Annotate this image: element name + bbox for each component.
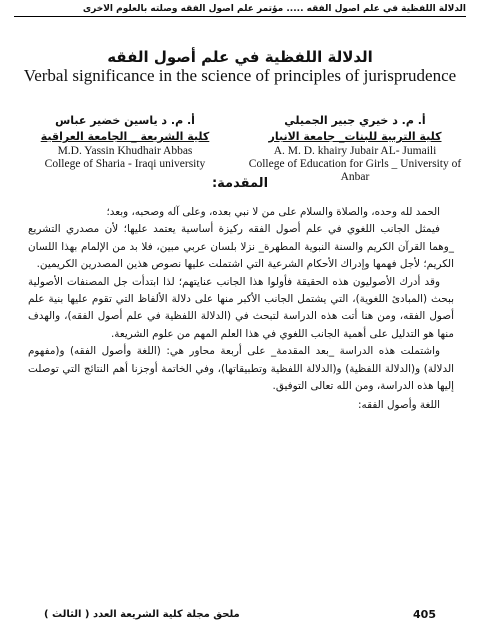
- page-number: 405: [413, 608, 436, 621]
- paragraph: الحمد لله وحده، والصلاة والسلام على من لا نبي بعده، وعلى آله وصحبه، وبعد؛: [106, 206, 440, 218]
- author-name-arabic: أ. م. د ياسين خضير عباس: [55, 114, 195, 127]
- author-affiliation-english: College of Sharia - Iraqi university: [44, 158, 206, 170]
- running-header: الدلالة اللفظية في علم أصول الفقه ..... مؤتمر علم أصول الفقه وصلته بالعلوم الأخرى: [14, 4, 466, 17]
- author-name-english: M.D. Yassin Khudhair Abbas: [57, 145, 193, 157]
- author-name-english: A. M. D. khairy Jubair AL- Jumaili: [273, 145, 437, 157]
- author-affiliation-english: College of Education for Girls _ University of Anbar: [248, 158, 462, 183]
- subsection-heading: اللغة وأصول الفقه:: [358, 399, 440, 412]
- paper-title-english: Verbal significance in the science of principles of jurisprudence: [23, 66, 457, 85]
- author-affiliation-arabic: كلية الشريعة _ الجامعة العراقية: [40, 130, 210, 143]
- body-text: [28, 204, 454, 415]
- author-affiliation-arabic: كلية التربية للبنات_ جامعة الانبار: [268, 130, 442, 143]
- author-second: [10, 113, 240, 171]
- footer-journal-name: ملحق مجلة كلية الشريعة العدد ( الثالث ): [44, 609, 240, 620]
- paper-title-arabic: الدلالة اللفظية في علم أصول الفقه: [107, 48, 373, 66]
- section-heading-introduction: المقدمة:: [211, 176, 269, 191]
- author-first: [240, 113, 470, 184]
- paragraph: وقد أدرك الأصوليون هذه الحقيقة فأولوا هذا الجانب عنايتهم؛ لذا ابتدأت جل المصنفات الأصولية ببحث (المبادئ اللغوية)، التي يشتمل الجانب الأكبر منها على دلالة الألفاظ التي تقوم عليها بنية علم أصول الفقه، ومن هنا أتت هذه الدراسة لتبحث في (الدلالة اللفظية في علم أصول الفقه)، والهدف منها هو التدليل على أهمية الجانب اللغوي في هذا العلم المهم من علوم الشريعة.: [28, 275, 454, 340]
- page-footer: [44, 608, 436, 621]
- author-name-arabic: أ. م. د خيري جبير الجميلي: [284, 114, 426, 127]
- paragraph: واشتملت هذه الدراسة _بعد المقدمة_ على أربعة محاور هي: (اللغة وأصول الفقه) و(مفهوم الدلالة) و(الدلالة اللفظية) و(الدلالة اللفظية وتطبيقاتها)، وفي الخاتمة أوجزنا أهم النتائج التي توصلت إليها هذه الدراسة، ومن الله تعالى التوفيق.: [28, 345, 454, 393]
- paragraph: فيمثل الجانب اللغوي في علم أصول الفقه ركيزة أساسية يعتمد عليها؛ لأن مصدري التشريع _وهما القرآن الكريم والسنة النبوية المطهرة_ نزلا بلسان عربي مبين، فلا بد من الإلمام بهذا اللسان الكريم؛ لأجل فهمها وإدراك الأحكام الشرعية التي اشتملت عليها نصوص هذين المصدرين الكريمين.: [28, 223, 454, 271]
